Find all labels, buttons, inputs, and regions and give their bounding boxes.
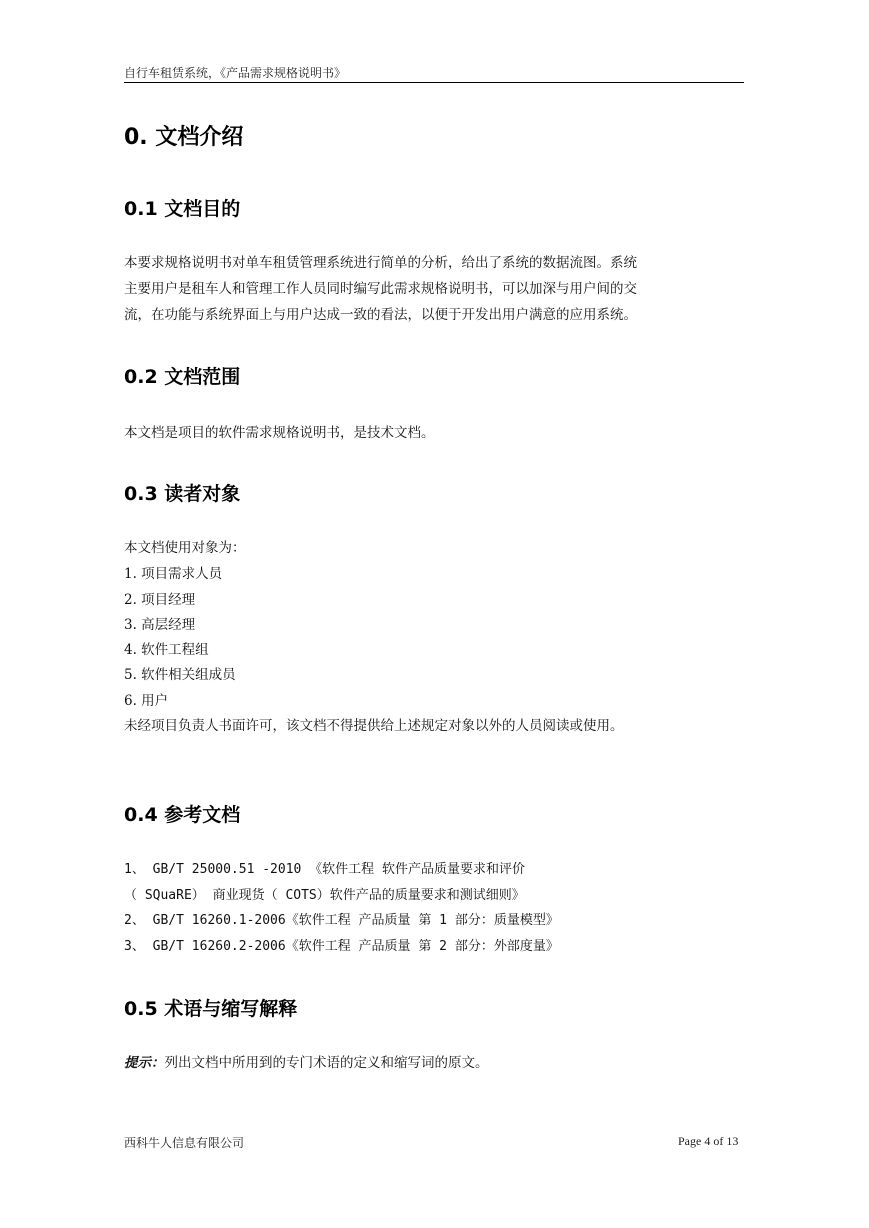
section-heading-0: 0. 文档介绍 bbox=[124, 125, 244, 150]
audience-item: 5. 软件相关组成员 bbox=[124, 667, 236, 683]
purpose-line-2: 主要用户是租车人和管理工作人员同时编写此需求规格说明书，可以加深与用户间的交 bbox=[124, 281, 637, 297]
page-header-title: 自行车租赁系统，《产品需求规格说明书》 bbox=[124, 66, 347, 80]
reference-line-2: （ SQuaRE） 商业现货（ COTS）软件产品的质量要求和测试细则》 bbox=[124, 888, 525, 903]
section-heading-0-5: 0.5 术语与缩写解释 bbox=[124, 998, 298, 1020]
purpose-line-3: 流，在功能与系统界面上与用户达成一致的看法，以便于开发出用户满意的应用系统。 bbox=[124, 307, 637, 323]
audience-item: 4. 软件工程组 bbox=[124, 642, 209, 658]
reference-line-4: 3、 GB/T 16260.2-2006《软件工程 产品质量 第 2 部分：外部度量》 bbox=[124, 939, 559, 954]
footer-company: 西科牛人信息有限公司 bbox=[124, 1136, 245, 1150]
audience-item: 1. 项目需求人员 bbox=[124, 566, 223, 582]
audience-intro: 本文档使用对象为： bbox=[124, 540, 246, 556]
audience-item: 6. 用户 bbox=[124, 693, 169, 709]
reference-line-3: 2、 GB/T 16260.1-2006《软件工程 产品质量 第 1 部分：质量模型》 bbox=[124, 913, 559, 928]
scope-text: 本文档是项目的软件需求规格说明书，是技术文档。 bbox=[124, 425, 435, 441]
section-heading-0-4: 0.4 参考文档 bbox=[124, 804, 241, 826]
purpose-line-1: 本要求规格说明书对单车租赁管理系统进行简单的分析，给出了系统的数据流图。系统 bbox=[124, 255, 637, 271]
footer-page-number: Page 4 of 13 bbox=[678, 1134, 739, 1148]
audience-note: 未经项目负责人书面许可，该文档不得提供给上述规定对象以外的人员阅读或使用。 bbox=[124, 718, 624, 734]
hint-text: 列出文档中所用到的专门术语的定义和缩写词的原文。 bbox=[164, 1055, 489, 1071]
audience-item: 3. 高层经理 bbox=[124, 617, 196, 633]
section-heading-0-2: 0.2 文档范围 bbox=[124, 366, 241, 388]
header-divider bbox=[124, 82, 744, 83]
reference-line-1: 1、 GB/T 25000.51 -2010 《软件工程 软件产品质量要求和评价 bbox=[124, 862, 526, 877]
section-heading-0-1: 0.1 文档目的 bbox=[124, 198, 241, 220]
section-heading-0-3: 0.3 读者对象 bbox=[124, 483, 241, 505]
audience-item: 2. 项目经理 bbox=[124, 592, 196, 608]
hint-label: 提示： bbox=[124, 1055, 165, 1071]
glossary-hint bbox=[124, 1050, 489, 1076]
